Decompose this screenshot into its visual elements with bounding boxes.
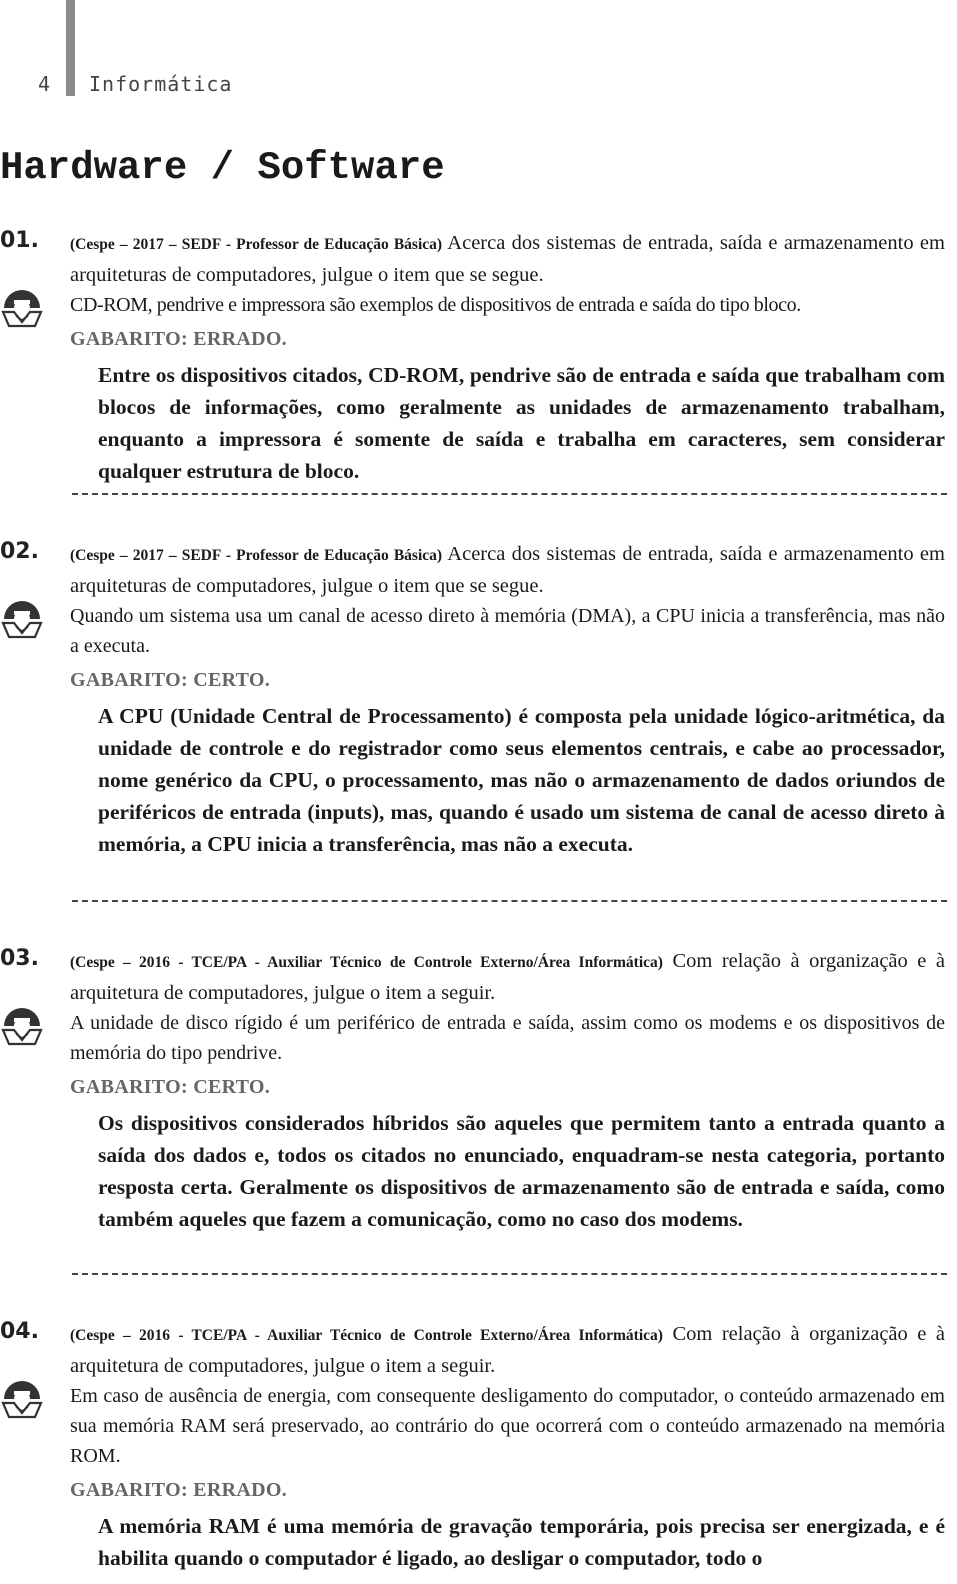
question-intro-text: Acerca dos sistemas de entrada, saída e armazenamento em arquiteturas de computadores, julgue o item que se segue. [70,232,945,286]
question-source: (Cespe – 2017 – SEDF - Professor de Educação Básica) [70,236,443,253]
question-body [70,228,945,487]
handshake-icon [0,286,44,330]
question-body [70,946,945,1235]
question-divider [72,493,947,495]
page-number: 4 [38,72,51,96]
question-intro [70,539,945,601]
question-intro-text: Com relação à organização e à arquitetura de computadores, julgue o item a seguir. [70,950,946,1004]
question-intro [70,228,945,290]
question-number: 01. [0,228,39,253]
question-body [70,539,945,860]
question-divider [72,1273,947,1275]
question-source: (Cespe – 2016 - TCE/PA - Auxiliar Técnico de Controle Externo/Área Informática) [70,954,663,971]
answer-key: GABARITO: ERRADO. [70,328,287,350]
explanation: A memória RAM é uma memória de gravação temporária, pois precisa ser energizada, e é habilita quando o computador é ligado, ao desligar o computador, todo o [98,1514,945,1570]
explanation: Entre os dispositivos citados, CD-ROM, pendrive são de entrada e saída que trabalham com blocos de informações, como geralmente as unidades de armazenamento trabalham, enquanto a impressora é somente de saída e trabalha em caracteres, sem considerar qualquer estrutura de bloco. [98,363,945,483]
handshake-icon [0,1377,44,1421]
header-bar [66,0,75,96]
question-intro-text: Acerca dos sistemas de entrada, saída e armazenamento em arquiteturas de computadores, julgue o item que se segue. [70,543,945,597]
question-intro [70,946,945,1008]
question-body [70,1319,945,1574]
question-intro-text: Com relação à organização e à arquitetura de computadores, julgue o item a seguir. [70,1323,946,1377]
question-number: 02. [0,539,39,564]
question-number: 03. [0,946,39,971]
page-header [0,0,957,100]
handshake-icon [0,1004,44,1048]
handshake-icon [0,597,44,641]
question-divider [72,900,947,902]
answer-key: GABARITO: CERTO. [70,1076,271,1098]
section-title: Hardware / Software [0,146,445,190]
question-number: 04. [0,1319,39,1344]
explanation: A CPU (Unidade Central de Processamento) é composta pela unidade lógico-aritmética, da unidade de controle e do registrador como seus elementos centrais, e cabe ao processador, nome genérico da CPU, o processamento, mas não o armazenamento de dados oriundos de periféricos de entrada (inputs), mas, quando é usado um sistema de canal de acesso direto à memória, a CPU inicia a transferência, mas não a executa. [98,704,945,856]
question-intro [70,1319,945,1381]
question-statement: CD-ROM, pendrive e impressora são exemplos de dispositivos de entrada e saída do tipo bloco. [70,294,801,316]
question-statement: Quando um sistema usa um canal de acesso direto à memória (DMA), a CPU inicia a transferência, mas não a executa. [70,605,945,657]
question-statement: Em caso de ausência de energia, com consequente desligamento do computador, o conteúdo armazenado em sua memória RAM será preservado, ao contrário do que ocorrerá com o conteúdo armazenado na memória ROM. [70,1385,945,1467]
question-source: (Cespe – 2016 - TCE/PA - Auxiliar Técnico de Controle Externo/Área Informática) [70,1327,663,1344]
question-statement: A unidade de disco rígido é um periférico de entrada e saída, assim como os modems e os dispositivos de memória do tipo pendrive. [70,1012,945,1064]
answer-key: GABARITO: ERRADO. [70,1479,287,1501]
running-title: Informática [89,72,233,96]
question-source: (Cespe – 2017 – SEDF - Professor de Educação Básica) [70,547,443,564]
answer-key: GABARITO: CERTO. [70,669,271,691]
explanation: Os dispositivos considerados híbridos são aqueles que permitem tanto a entrada quanto a saída dos dados e, todos os citados no enunciado, enquadram-se nesta categoria, portanto resposta certa. Geralmente os dispositivos de armazenamento são de entrada e saída, como também aqueles que fazem a comunicação, como no caso dos modems. [98,1111,945,1231]
